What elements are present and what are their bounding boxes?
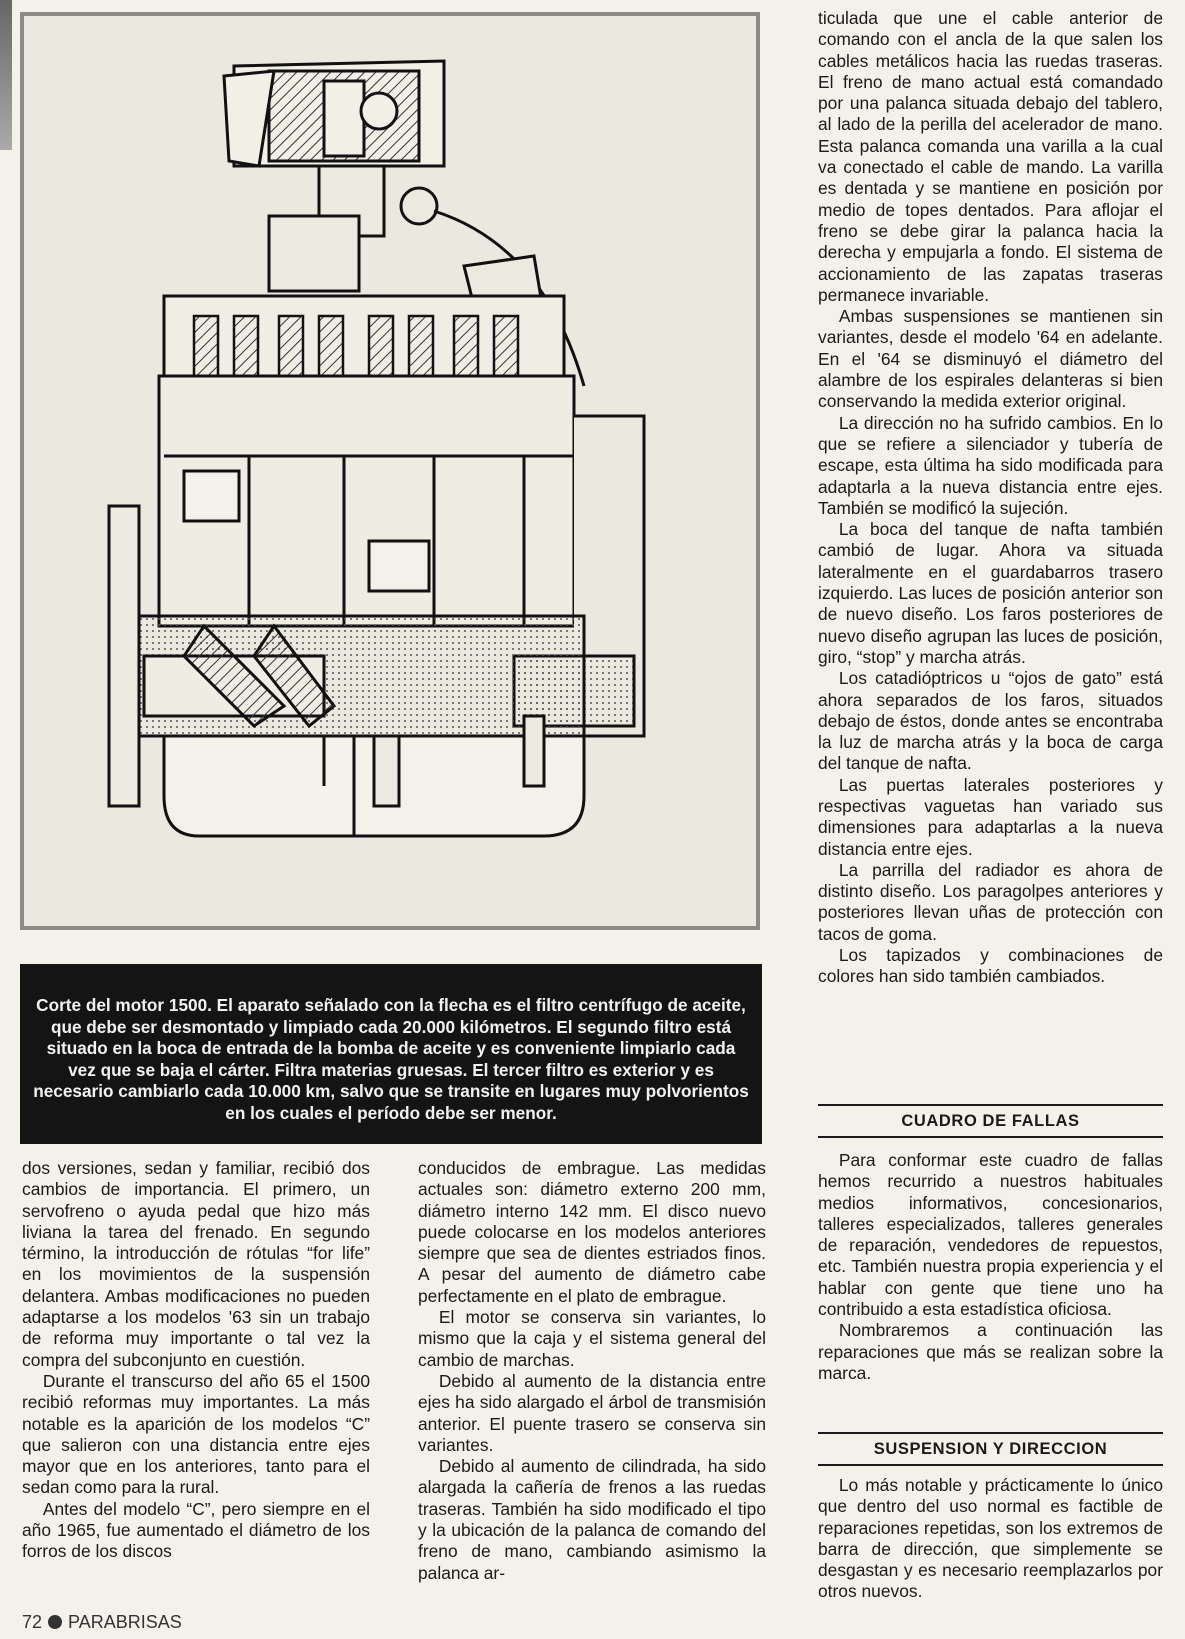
magazine-name: PARABRISAS	[68, 1612, 182, 1632]
paragraph: Los catadióptricos u “ojos de gato” está ahora separados de los faros, situados debajo de éstos, donde antes se encontraba la luz de marcha atrás y la boca de carga del tanque de nafta.	[818, 668, 1163, 774]
page-footer	[22, 1610, 182, 1634]
paragraph: Ambas suspensiones se mantienen sin variantes, desde el modelo '64 en adelante. En el '64 se disminuyó el diámetro del alambre de los espirales delanteras si bien conservando la medida exterior original.	[818, 306, 1163, 412]
bullet-icon	[48, 1615, 62, 1629]
edge-strip	[0, 0, 12, 150]
paragraph: La dirección no ha sufrido cambios. En lo que se refiere a silenciador y tubería de escape, esta última ha sido modificada para adaptarla a la nueva distancia entre ejes. También se modificó la sujeción.	[818, 412, 1163, 518]
paragraph: Durante el transcurso del año 65 el 1500 recibió reformas muy importantes. La más notable es la aparición de los modelos “C” que salieron con una distancia entre ejes mayor que en los anteriores, tanto para el sedan como para la rural.	[22, 1370, 370, 1498]
paragraph: dos versiones, sedan y familiar, recibió dos cambios de importancia. El primero, un servofreno o ayuda pedal que hizo más liviana la tarea del frenado. En segundo término, la introducción de rótulas “for life” en los movimientos de la suspensión delantera. Ambas modificaciones no pueden adaptarse a los modelos '63 sin un trabajo de reforma muy importante o tal vez la compra del subconjunto en cuestión.	[22, 1158, 370, 1370]
paragraph: Para conformar este cuadro de fallas hemos recurrido a nuestros habituales medios informativos, concesionarios, talleres especializados, talleres generales de reparación, vendedores de repuestos, etc. También nuestra propia experiencia y el hablar con gente que tiene uno ha contribuido a esta estadística oficiosa.	[818, 1150, 1163, 1320]
section-heading-suspension-direccion: SUSPENSION Y DIRECCION	[818, 1432, 1163, 1466]
section-heading-cuadro-de-fallas: CUADRO DE FALLAS	[818, 1104, 1163, 1138]
paragraph: Las puertas laterales posteriores y respectivas vaguetas han variado sus dimensiones para adaptarlas a la nueva distancia entre ejes.	[818, 774, 1163, 859]
page-number: 72	[22, 1612, 43, 1632]
paragraph: Debido al aumento de la distancia entre ejes ha sido alargado el árbol de transmisión anterior. El puente trasero se conserva sin variantes.	[418, 1370, 766, 1455]
engine-cutaway-illustration	[24, 16, 756, 926]
middle-column	[418, 1158, 766, 1584]
paragraph: La boca del tanque de nafta también cambió de lugar. Ahora va situada lateralmente en el guardabarros trasero izquierdo. Las luces de posición anterior son de nuevo diseño. Los faros posteriores de nuevo diseño agrupan las luces de posición, giro, “stop” y marcha atrás.	[818, 519, 1163, 667]
paragraph: Antes del modelo “C”, pero siempre en el año 1965, fue aumentado el diámetro de los forros de los discos	[22, 1498, 370, 1562]
section-cuadro-de-fallas-body	[818, 1150, 1163, 1384]
paragraph: Lo más notable y prácticamente lo único que dentro del uso normal es factible de reparaciones repetidas, son los extremos de barra de dirección, que simplemente se desgastan y es necesario reemplazarlos por otros nuevos.	[818, 1475, 1163, 1602]
right-column-top	[818, 8, 1163, 988]
figure-caption: Corte del motor 1500. El aparato señalado con la flecha es el filtro centrífugo de aceite, que debe ser desmontado y limpiado cada 20.000 kilómetros. El segundo filtro está situado en la boca de entrada de la bomba de aceite y es conveniente limpiarlo cada vez que se baja el cárter. Filtra materias gruesas. El tercer filtro es exterior y es necesario cambiarlo cada 10.000 km, salvo que se transite en lugares muy polvorientos en los cuales el período debe ser menor.	[20, 964, 762, 1144]
paragraph: conducidos de embrague. Las medidas actuales son: diámetro externo 200 mm, diámetro interno 142 mm. El disco nuevo puede colocarse en los modelos anteriores siempre que sea de dientes estriados finos. A pesar del aumento de diámetro cabe perfectamente en el plato de embrague.	[418, 1158, 766, 1306]
paragraph: El motor se conserva sin variantes, lo mismo que la caja y el sistema general del cambio de marchas.	[418, 1307, 766, 1370]
paragraph: Los tapizados y combinaciones de colores han sido también cambiados.	[818, 945, 1163, 987]
paragraph: ticulada que une el cable anterior de comando con el ancla de la que salen los cables metálicos hacia las ruedas traseras. El freno de mano actual está comandado por una palanca situada debajo del tablero, al lado de la perilla del acelerador de mano. Esta palanca comanda una varilla a la cual va conectado el cable de mando. La varilla es dentada y se mantiene en posición por medio de topes dentados. Para aflojar el freno se debe girar la palanca hacia la derecha y empujarla a fondo. El sistema de accionamiento de las zapatas traseras permanece invariable.	[818, 8, 1163, 305]
left-column	[22, 1158, 370, 1563]
engine-cutaway-figure	[20, 12, 760, 930]
section-suspension-direccion-body	[818, 1475, 1163, 1603]
paragraph: Nombraremos a continuación las reparaciones que más se realizan sobre la marca.	[818, 1320, 1163, 1383]
paragraph: Debido al aumento de cilindrada, ha sido alargada la cañería de frenos a las ruedas traseras. También ha sido modificado el tipo y la ubicación de la palanca de comando del freno de mano, cambiando asimismo la palanca ar-	[418, 1456, 766, 1583]
paragraph: La parrilla del radiador es ahora de distinto diseño. Los paragolpes anteriores y posteriores llevan uñas de protección con tacos de goma.	[818, 859, 1163, 944]
